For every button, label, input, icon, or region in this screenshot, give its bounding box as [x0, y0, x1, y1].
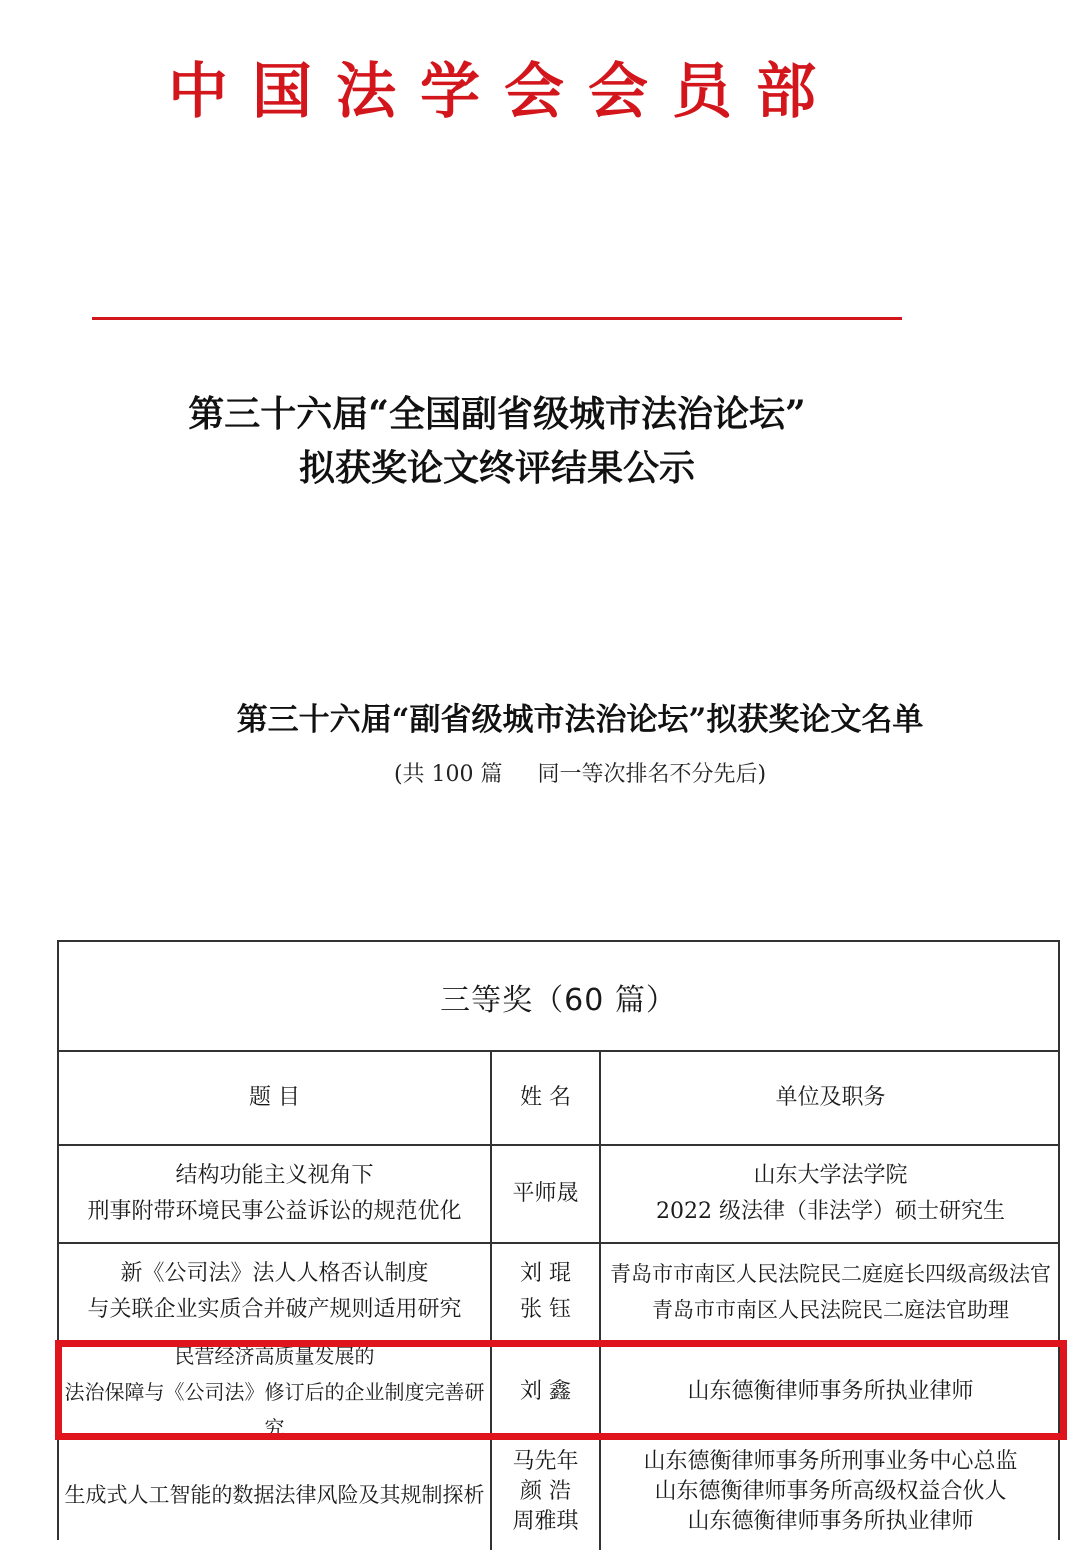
- notice-title-line1: 第三十六届“全国副省级城市法治论坛”: [188, 393, 806, 435]
- title-line: 新《公司法》法人人格否认制度: [120, 1261, 429, 1286]
- red-divider: [92, 317, 902, 320]
- author-name: 刘 琨: [520, 1261, 571, 1286]
- title-line: 与关联企业实质合并破产规则适用研究: [87, 1297, 462, 1322]
- org-masthead: 中国法学会会员部: [168, 57, 840, 127]
- author-name: 刘 鑫: [520, 1379, 571, 1404]
- affiliation-line: 山东德衡律师事务所高级权益合伙人: [654, 1479, 1007, 1504]
- column-header-affiliation: 单位及职务: [775, 1085, 886, 1110]
- award-level-heading: 三等奖（60 篇）: [440, 983, 677, 1018]
- author-name: 平师晟: [512, 1181, 579, 1206]
- highlight-box: [55, 1340, 1067, 1440]
- table-row-affiliation: [601, 1244, 1060, 1340]
- table-row-title: [59, 1244, 490, 1340]
- affiliation-line: 青岛市市南区人民法院民二庭庭长四级高级法官: [610, 1262, 1051, 1286]
- notice-title-line2: 拟获奖论文终评结果公示: [298, 447, 695, 489]
- author-name: 马先年: [512, 1449, 579, 1474]
- column-header-name: 姓 名: [520, 1085, 571, 1110]
- table-row-affiliation: [601, 1442, 1060, 1542]
- affiliation-line: 山东德衡律师事务所执业律师: [687, 1379, 974, 1404]
- table-row-title: [59, 1146, 490, 1242]
- affiliation-line: 山东大学法学院: [753, 1163, 908, 1188]
- affiliation-line: 山东德衡律师事务所刑事业务中心总监: [643, 1449, 1018, 1474]
- column-header-title: 题 目: [249, 1085, 300, 1110]
- table-row-names: [492, 1244, 599, 1340]
- affiliation-line: 青岛市市南区人民法院民二庭法官助理: [652, 1298, 1009, 1322]
- title-line: 刑事附带环境民事公益诉讼的规范优化: [87, 1199, 462, 1224]
- title-line: 结构功能主义视角下: [175, 1163, 374, 1188]
- title-line: 生成式人工智能的数据法律风险及其规制探析: [64, 1483, 485, 1507]
- author-name: 张 钰: [520, 1297, 571, 1322]
- author-name: 周雅琪: [512, 1509, 579, 1534]
- list-title: 第三十六届“副省级城市法治论坛”拟获奖论文名单: [236, 702, 924, 738]
- affiliation-line: 山东德衡律师事务所执业律师: [687, 1509, 974, 1534]
- affiliation-line: 2022 级法律（非法学）硕士研究生: [656, 1199, 1005, 1224]
- list-note: (共 100 篇 同一等次排名不分先后): [393, 762, 767, 787]
- title-line: 法治保障与《公司法》修订后的企业制度完善研究: [64, 1380, 485, 1440]
- table-row-affiliation: [601, 1146, 1060, 1242]
- table-row-names: [492, 1146, 599, 1242]
- title-line: 民营经济高质量发展的: [174, 1344, 375, 1368]
- table-row-names: [492, 1442, 599, 1542]
- author-name: 颜 浩: [520, 1479, 571, 1504]
- award-table: [57, 940, 1060, 1540]
